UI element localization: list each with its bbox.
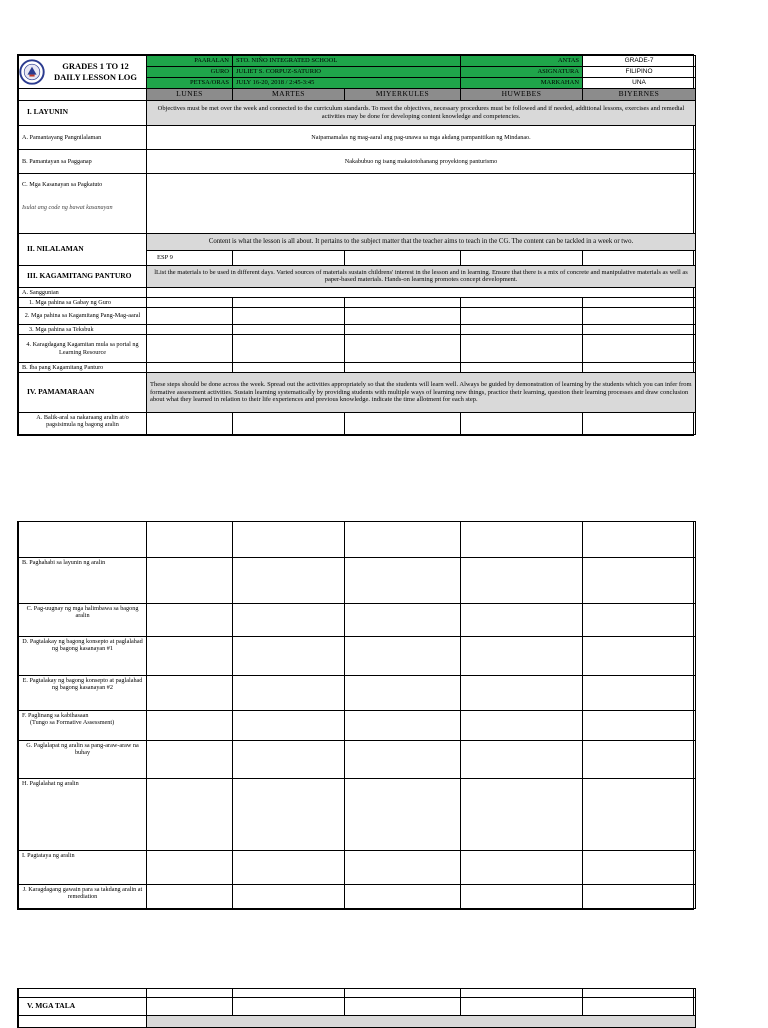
tala-top-lunes[interactable] xyxy=(147,989,233,998)
paghahabi-martes[interactable] xyxy=(233,558,345,604)
guro-label: GURO xyxy=(147,67,233,78)
paglinang-label: F. Paglinang sa kabihasaan xyxy=(22,712,89,719)
paghahabi-miyerkules[interactable] xyxy=(345,558,461,604)
paglalahat-label: H. Paglalahat ng aralin xyxy=(19,779,147,851)
tala-top-huwebes[interactable] xyxy=(461,989,583,998)
paglinang-biyernes[interactable] xyxy=(583,711,696,741)
learning-resource-huwebes[interactable] xyxy=(461,335,583,363)
pamamaraan-label: IV. PAMAMARAAN xyxy=(19,373,147,413)
balik-aral-lunes[interactable] xyxy=(147,413,233,435)
day-lunes: LUNES xyxy=(147,89,233,101)
pag-uugnay-label: C. Pag-uugnay ng mga halimbawa sa bagong aralin xyxy=(19,604,147,637)
paglinang-cell xyxy=(19,711,147,741)
asignatura-label: ASIGNATURA xyxy=(461,67,583,78)
lesson-log-page-1 xyxy=(17,54,694,436)
pagtalakay-2-biyernes[interactable] xyxy=(583,676,696,711)
header-title-cell xyxy=(19,56,147,89)
pagtalakay-2-huwebes[interactable] xyxy=(461,676,583,711)
paglalahat-biyernes[interactable] xyxy=(583,779,696,851)
nilalaman-miyerkules[interactable] xyxy=(345,250,461,265)
kagamitang-mag-aaral-biyernes[interactable] xyxy=(583,307,696,324)
day-miyerkules: MIYERKULES xyxy=(345,89,461,101)
learning-resource-martes[interactable] xyxy=(233,335,345,363)
pamantayan-pagganap-label: B. Pamantayan sa Pagganap xyxy=(19,149,147,173)
kagamitang-mag-aaral-martes[interactable] xyxy=(233,307,345,324)
markahan-label: MARKAHAN xyxy=(461,78,583,89)
layunin-label: I. LAYUNIN xyxy=(19,100,147,125)
continuation-biyernes[interactable] xyxy=(583,522,696,558)
iba-pang-kagamitan-label: B. Iba pang Kagamitang Panturo xyxy=(19,363,147,373)
antas-value: GRADE-7 xyxy=(583,56,696,67)
kagamitang-mag-aaral-miyerkules[interactable] xyxy=(345,307,461,324)
tala-top-biyernes[interactable] xyxy=(583,989,696,998)
iba-pang-kagamitan-lunes[interactable] xyxy=(147,363,233,373)
pamantayang-pangnilalaman-value: Naipamamalas ng mag-aaral ang pag-unawa sa mga akdang pampanitikan ng Mindanao. xyxy=(147,125,696,149)
continuation-huwebes[interactable] xyxy=(461,522,583,558)
antas-label: ANTAS xyxy=(461,56,583,67)
pag-uugnay-miyerkules[interactable] xyxy=(345,604,461,637)
gabay-guro-huwebes[interactable] xyxy=(461,297,583,307)
petsa-value: JULY 16-20, 2018 / 2:45-3:45 xyxy=(233,78,461,89)
gabay-guro-miyerkules[interactable] xyxy=(345,297,461,307)
paglalahat-lunes[interactable] xyxy=(147,779,233,851)
kasanayan-cell xyxy=(19,173,147,233)
nilalaman-note: Content is what the lesson is all about. It pertains to the subject matter that the teacher aims to teach in the CG. The content can be tackled in a week or two. xyxy=(147,233,696,250)
paghahabi-huwebes[interactable] xyxy=(461,558,583,604)
kagamitang-mag-aaral-huwebes[interactable] xyxy=(461,307,583,324)
pamantayang-pangnilalaman-label: A. Pamantayang Pangnilalaman xyxy=(19,125,147,149)
paglinang-lunes[interactable] xyxy=(147,711,233,741)
karagdagang-gawain-martes[interactable] xyxy=(233,885,345,909)
paghahabi-lunes[interactable] xyxy=(147,558,233,604)
paglalahat-miyerkules[interactable] xyxy=(345,779,461,851)
kagamitang-mag-aaral-lunes[interactable] xyxy=(147,307,233,324)
teksbuk-lunes[interactable] xyxy=(147,324,233,334)
kasanayan-hint: Isulat ang code ng bawat kasanayan xyxy=(22,203,113,211)
paglalahat-martes[interactable] xyxy=(233,779,345,851)
mga-tala-label: V. MGA TALA xyxy=(19,998,147,1016)
sanggunian-row xyxy=(147,287,696,297)
continuation-miyerkules[interactable] xyxy=(345,522,461,558)
kagamitan-label: III. KAGAMITANG PANTURO xyxy=(19,265,147,287)
paglalapat-miyerkules[interactable] xyxy=(345,741,461,779)
paaralan-label: PAARALAN xyxy=(147,56,233,67)
pagtalakay-1-biyernes[interactable] xyxy=(583,637,696,676)
pagtalakay-1-huwebes[interactable] xyxy=(461,637,583,676)
nilalaman-huwebes[interactable] xyxy=(461,250,583,265)
pag-uugnay-martes[interactable] xyxy=(233,604,345,637)
pag-uugnay-lunes[interactable] xyxy=(147,604,233,637)
teksbuk-miyerkules[interactable] xyxy=(345,324,461,334)
continuation-label xyxy=(19,522,147,558)
pag-uugnay-biyernes[interactable] xyxy=(583,604,696,637)
continuation-lunes[interactable] xyxy=(147,522,233,558)
mga-tala-huwebes[interactable] xyxy=(461,998,583,1016)
tala-top-miyerkules[interactable] xyxy=(345,989,461,998)
paglalapat-label: G. Paglalapat ng aralin sa pang-araw-araw na buhay xyxy=(19,741,147,779)
paghahabi-biyernes[interactable] xyxy=(583,558,696,604)
learning-resource-lunes[interactable] xyxy=(147,335,233,363)
teksbuk-huwebes[interactable] xyxy=(461,324,583,334)
mga-tala-martes[interactable] xyxy=(233,998,345,1016)
gabay-guro-lunes[interactable] xyxy=(147,297,233,307)
lesson-log-page-2 xyxy=(17,521,694,910)
paglinang-martes[interactable] xyxy=(233,711,345,741)
header-title-line1: GRADES 1 TO 12 xyxy=(62,61,129,72)
sanggunian-label: A. Sanggunian xyxy=(19,287,147,297)
paglalahat-huwebes[interactable] xyxy=(461,779,583,851)
iba-pang-kagamitan-miyerkules[interactable] xyxy=(345,363,461,373)
day-huwebes: HUWEBES xyxy=(461,89,583,101)
karagdagang-gawain-huwebes[interactable] xyxy=(461,885,583,909)
pagtalakay-1-lunes[interactable] xyxy=(147,637,233,676)
kasanayan-value[interactable] xyxy=(147,173,696,233)
pag-uugnay-huwebes[interactable] xyxy=(461,604,583,637)
pagtataya-huwebes[interactable] xyxy=(461,851,583,885)
nilalaman-label: II. NILALAMAN xyxy=(19,233,147,265)
kasanayan-label: C. Mga Kasanayan sa Pagkatuto xyxy=(22,180,103,188)
nilalaman-biyernes[interactable] xyxy=(583,250,696,265)
petsa-label: PETSA/ORAS xyxy=(147,78,233,89)
balik-aral-biyernes[interactable] xyxy=(583,413,696,435)
pagtalakay-2-miyerkules[interactable] xyxy=(345,676,461,711)
pagtataya-lunes[interactable] xyxy=(147,851,233,885)
iba-pang-kagamitan-biyernes[interactable] xyxy=(583,363,696,373)
tala-spacer xyxy=(19,989,147,998)
nilalaman-martes[interactable] xyxy=(233,250,345,265)
guro-value: JULIET S. CORPUZ-SATURIO xyxy=(233,67,461,78)
karagdagang-gawain-biyernes[interactable] xyxy=(583,885,696,909)
days-spacer xyxy=(19,89,147,101)
teksbuk-label: 3. Mga pahina sa Teksbuk xyxy=(19,324,147,334)
paglinang-huwebes[interactable] xyxy=(461,711,583,741)
pagtalakay-1-martes[interactable] xyxy=(233,637,345,676)
teksbuk-martes[interactable] xyxy=(233,324,345,334)
pagtalakay-2-label: E. Pagtalakay ng bagong konsepto at paglalahad ng bagong kasanayan #2 xyxy=(19,676,147,711)
pagtalakay-1-label: D. Pagtalakay ng bagong konsepto at paglalahad ng bagong kasanayan #1 xyxy=(19,637,147,676)
continuation-martes[interactable] xyxy=(233,522,345,558)
pagtataya-label: I. Pagtataya ng aralin xyxy=(19,851,147,885)
karagdagang-gawain-miyerkules[interactable] xyxy=(345,885,461,909)
tala-top-martes[interactable] xyxy=(233,989,345,998)
gabay-guro-martes[interactable] xyxy=(233,297,345,307)
learning-resource-miyerkules[interactable] xyxy=(345,335,461,363)
header-title-line2: DAILY LESSON LOG xyxy=(54,72,137,82)
paghahabi-label: B. Paghahabi sa layunin ng aralin xyxy=(19,558,147,604)
paglalapat-martes[interactable] xyxy=(233,741,345,779)
tala-bottom-label xyxy=(19,1016,147,1028)
tala-bottom-note xyxy=(147,1016,696,1028)
iba-pang-kagamitan-martes[interactable] xyxy=(233,363,345,373)
paglinang-miyerkules[interactable] xyxy=(345,711,461,741)
paglalapat-huwebes[interactable] xyxy=(461,741,583,779)
nilalaman-lunes[interactable]: ESP 9 xyxy=(147,250,233,265)
karagdagang-gawain-lunes[interactable] xyxy=(147,885,233,909)
paglalapat-lunes[interactable] xyxy=(147,741,233,779)
paglinang-sub: (Tungo sa Formative Assessment) xyxy=(30,719,115,727)
deped-seal-icon xyxy=(19,59,45,85)
gabay-guro-biyernes[interactable] xyxy=(583,297,696,307)
pagtalakay-1-miyerkules[interactable] xyxy=(345,637,461,676)
pagtalakay-2-lunes[interactable] xyxy=(147,676,233,711)
kagamitan-note: lList the materials to be used in different days. Varied sources of materials sustain childrens' interest in the lesson and in learning. Ensure that there is a mix of concrete and manipulative materials as well as paper-based materials. Hands-on learning promotes concept development. xyxy=(147,265,696,287)
paglalapat-biyernes[interactable] xyxy=(583,741,696,779)
karagdagang-gawain-label: J. Karagdagang gawain para sa takdang aralin at remediation xyxy=(19,885,147,909)
balik-aral-martes[interactable] xyxy=(233,413,345,435)
learning-resource-biyernes[interactable] xyxy=(583,335,696,363)
kagamitang-mag-aaral-label: 2. Mga pahina sa Kagamitang Pang-Mag-aaral xyxy=(19,307,147,324)
layunin-note: Objectives must be met over the week and connected to the curriculum standards. To meet the objectives, necessary procedures must be followed and if needed, additional lessons, exercises and remedial activities may be done for developing content knowledge and competencies. xyxy=(147,100,696,125)
pamantayan-pagganap-value: Nakabubuo ng isang makatotohanang proyektong panturismo xyxy=(147,149,696,173)
balik-aral-label: A. Balik-aral sa nakaraang aralin at/o pagsisimula ng bagong aralin xyxy=(19,413,147,435)
day-biyernes: BIYERNES xyxy=(583,89,696,101)
gabay-guro-label: 1. Mga pahina sa Gabay ng Guro xyxy=(19,297,147,307)
asignatura-value: FILIPINO xyxy=(583,67,696,78)
mga-tala-miyerkules[interactable] xyxy=(345,998,461,1016)
pagtalakay-2-martes[interactable] xyxy=(233,676,345,711)
mga-tala-biyernes[interactable] xyxy=(583,998,696,1016)
iba-pang-kagamitan-huwebes[interactable] xyxy=(461,363,583,373)
mga-tala-lunes[interactable] xyxy=(147,998,233,1016)
day-martes: MARTES xyxy=(233,89,345,101)
pamamaraan-note: These steps should be done across the week. Spread out the activities appropriately so that the students will learn well. Always be guided by demonstration of learning by the students which you can infer from formative assessment activities. Sustain learning systematically by providing students with multiple ways of learning new things, practice their learning, question their learning processes and draw conclusion about what they learned in relation to their life experiences and previous knowledge. indicate the time allotment for each step. xyxy=(147,373,696,413)
paaralan-value: STO. NIÑO INTEGRATED SCHOOL xyxy=(233,56,461,67)
teksbuk-biyernes[interactable] xyxy=(583,324,696,334)
balik-aral-miyerkules[interactable] xyxy=(345,413,461,435)
learning-resource-label: 4. Karagdagang Kagamitan mula sa portal ng Learning Resource xyxy=(19,335,147,363)
balik-aral-huwebes[interactable] xyxy=(461,413,583,435)
pagtataya-martes[interactable] xyxy=(233,851,345,885)
pagtataya-biyernes[interactable] xyxy=(583,851,696,885)
lesson-log-page-3 xyxy=(17,988,694,1028)
markahan-value: UNA xyxy=(583,78,696,89)
pagtataya-miyerkules[interactable] xyxy=(345,851,461,885)
